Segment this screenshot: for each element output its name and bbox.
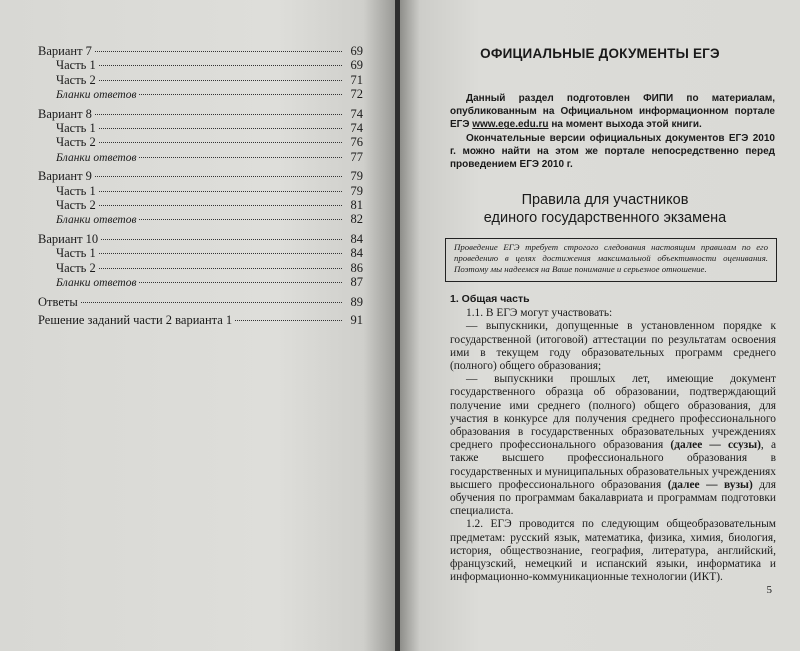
rules-body — [450, 293, 776, 584]
toc-leader-dots — [101, 239, 342, 240]
toc-entry-label: Решение заданий части 2 варианта 1 — [38, 312, 233, 327]
toc-entry — [38, 58, 363, 72]
toc-leader-dots — [139, 219, 342, 220]
toc-entry-page: 77 — [350, 149, 363, 164]
right-page — [400, 0, 800, 651]
toc-entry-label: Бланки ответов — [56, 89, 137, 102]
toc-leader-dots — [99, 80, 342, 81]
toc-entry-page: 81 — [350, 198, 363, 213]
toc-entry-page: 91 — [350, 312, 363, 327]
toc-entry — [38, 198, 363, 212]
toc-entry — [38, 87, 363, 102]
prev-text-vuz: (далее — вузы) — [667, 478, 753, 491]
toc-leader-dots — [81, 302, 342, 303]
section-heading: 1. Общая часть — [450, 293, 530, 305]
toc-leader-dots — [99, 191, 342, 192]
prev-text-ssuz: (далее — ссузы) — [670, 439, 761, 452]
toc-entry — [38, 246, 363, 260]
toc-leader-dots — [235, 320, 342, 321]
toc-entry-page: 74 — [350, 106, 363, 121]
toc-entry — [38, 275, 363, 290]
toc-leader-dots — [99, 128, 342, 129]
toc-entry-page: 74 — [350, 121, 363, 136]
toc-leader-dots — [99, 65, 342, 66]
prev-text-a: — выпускники прошлых лет, имеющие документ государственного образца об образовании, подтверждающий получение ими среднего (полного) общего образования, для участия в конкурсе для получения среднего профессионального образования в государственных образовательных учреждениях среднего профессионального образования — [450, 373, 776, 452]
toc-entry-page: 79 — [350, 183, 363, 198]
toc-entry — [38, 73, 363, 87]
toc-leader-dots — [139, 282, 342, 283]
toc-entry-page: 84 — [350, 231, 363, 246]
paragraph-graduates: — выпускники, допущенные в установленном порядке к государственной (итоговой) аттестации по результатам освоения ими в текущем году образовательных программ среднего (полного) общего образования; — [450, 320, 776, 373]
toc-entry-label: Бланки ответов — [56, 277, 137, 290]
toc-entry-page: 84 — [350, 246, 363, 261]
toc-entry-label: Вариант 8 — [38, 106, 92, 121]
toc-entry-label: Бланки ответов — [56, 214, 137, 227]
toc-entry-label: Вариант 9 — [38, 169, 92, 184]
toc-entry-label: Часть 2 — [56, 260, 96, 275]
toc-entry — [38, 169, 363, 183]
rules-heading-line-2: единого государственного экзамена — [483, 210, 727, 226]
toc-entry-page: 69 — [350, 44, 363, 58]
rules-heading — [440, 191, 770, 227]
toc-entry-page: 87 — [350, 275, 363, 290]
toc-leader-dots — [139, 157, 342, 158]
intro-text-b: на момент выхода этой книги. — [548, 119, 702, 131]
toc-entry-label: Часть 2 — [56, 72, 96, 87]
section-title: ОФИЦИАЛЬНЫЕ ДОКУМЕНТЫ ЕГЭ — [480, 46, 720, 61]
toc-entry — [38, 232, 363, 246]
toc-entry-label: Часть 1 — [56, 121, 96, 136]
left-page — [0, 0, 395, 651]
intro-paragraph-1 — [450, 92, 775, 132]
toc-leader-dots — [95, 51, 342, 52]
toc-leader-dots — [99, 268, 342, 269]
intro-text — [450, 92, 775, 171]
toc-entry-label: Часть 1 — [56, 183, 96, 198]
toc-entry — [38, 107, 363, 121]
table-of-contents — [38, 44, 363, 327]
toc-leader-dots — [99, 253, 342, 254]
toc-entry-page: 86 — [350, 260, 363, 275]
toc-entry-label: Часть 1 — [56, 246, 96, 261]
intro-paragraph-2: Окончательные версии официальных документов ЕГЭ 2010 г. можно найти на этом же портале непосредственно перед проведением ЕГЭ 2010 г. — [450, 132, 775, 171]
prev-text-e: для обучения по программам бакалавриата и программам подготовки специалиста. — [450, 478, 776, 518]
toc-entry — [38, 184, 363, 198]
toc-entry — [38, 44, 363, 58]
rules-heading-line-1: Правила для участников — [521, 192, 689, 208]
toc-entry-page: 89 — [350, 294, 363, 309]
notice-box: Проведение ЕГЭ требует строгого следования настоящим правилам по его проведению в целях достижения максимальной объективности оценивания. Поэтому мы надеемся на Ваше понимание и серьезное отношение. — [445, 238, 777, 282]
toc-entry-label: Часть 2 — [56, 135, 96, 150]
toc-leader-dots — [95, 114, 342, 115]
toc-entry — [38, 150, 363, 165]
toc-entry-page: 69 — [350, 58, 363, 73]
toc-entry — [38, 212, 363, 227]
toc-entry-label: Бланки ответов — [56, 151, 137, 164]
toc-entry-page: 72 — [350, 87, 363, 102]
toc-entry — [38, 261, 363, 275]
toc-entry-label: Ответы — [38, 294, 78, 309]
toc-entry-label: Часть 2 — [56, 198, 96, 213]
toc-entry-label: Часть 1 — [56, 58, 96, 73]
toc-leader-dots — [99, 142, 342, 143]
paragraph-1-2: 1.2. ЕГЭ проводится по следующим общеобразовательным предметам: русский язык, математика, физика, химия, биология, история, обществознание, география, литература, английский, французский, немецкий и испанский языки, информатика и информационно-коммуникационные технологии (ИКТ). — [450, 518, 776, 584]
paragraph-1-1: 1.1. В ЕГЭ могут участвовать: — [466, 307, 613, 320]
toc-leader-dots — [139, 94, 342, 95]
paragraph-previous-graduates — [450, 373, 776, 518]
portal-link: www.ege.edu.ru — [472, 119, 549, 131]
toc-entry-page: 79 — [350, 169, 363, 184]
toc-entry — [38, 295, 363, 309]
toc-entry-page: 76 — [350, 135, 363, 150]
toc-entry-label: Вариант 10 — [38, 231, 99, 246]
toc-leader-dots — [99, 205, 342, 206]
intro-text-a: Данный раздел подготовлен ФИПИ по материалам, опубликованным на Официальном информационном портале ЕГЭ — [450, 93, 775, 131]
toc-entry-page: 82 — [350, 212, 363, 227]
toc-entry-label: Вариант 7 — [38, 44, 92, 58]
toc-entry-page: 71 — [350, 72, 363, 87]
page-number: 5 — [766, 584, 772, 596]
toc-entry — [38, 135, 363, 149]
toc-entry — [38, 313, 363, 327]
toc-leader-dots — [95, 176, 342, 177]
prev-text-c: , а также высшего профессионального образования в государственных и муниципальных образовательных учреждениях высшего профессионального образования — [450, 439, 776, 491]
toc-entry — [38, 121, 363, 135]
